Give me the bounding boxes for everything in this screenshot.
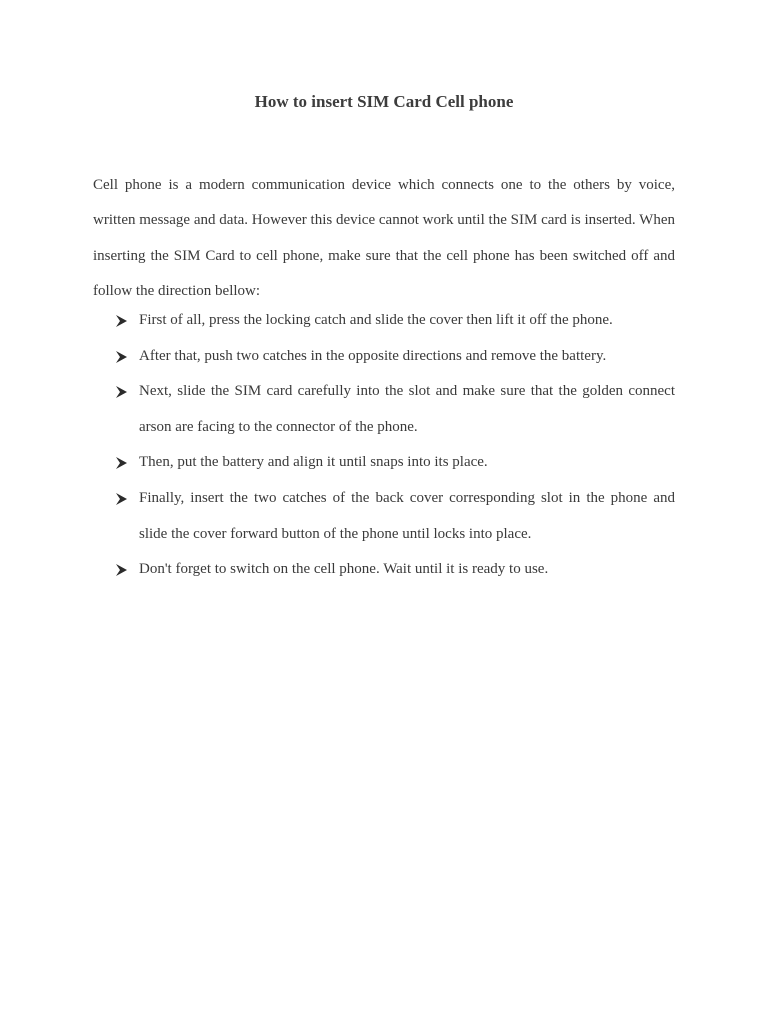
step-text: Then, put the battery and align it until snaps into its place. bbox=[139, 454, 488, 471]
list-item bbox=[0, 381, 768, 452]
arrowhead-bullet-icon bbox=[116, 488, 130, 510]
step-text: Next, slide the SIM card carefully into the slot and make sure that the golden connect arson are facing to the connector of the phone. bbox=[139, 383, 675, 435]
arrowhead-bullet-icon bbox=[116, 381, 130, 403]
step-text: Don't forget to switch on the cell phone. Wait until it is ready to use. bbox=[139, 561, 549, 578]
list-item bbox=[0, 559, 768, 595]
arrowhead-bullet-icon bbox=[116, 310, 130, 332]
steps-list bbox=[0, 310, 768, 595]
document-title: How to insert SIM Card Cell phone bbox=[254, 92, 514, 111]
arrowhead-bullet-icon bbox=[116, 452, 130, 474]
arrowhead-bullet-icon bbox=[116, 346, 130, 368]
arrowhead-bullet-icon bbox=[116, 559, 130, 581]
step-text: Finally, insert the two catches of the back cover corresponding slot in the phone and slide the cover forward button of the phone until locks into place. bbox=[139, 489, 675, 542]
step-text: First of all, press the locking catch and slide the cover then lift it off the phone. bbox=[139, 312, 613, 328]
list-item bbox=[0, 488, 768, 559]
intro-paragraph: Cell phone is a modern communication device which connects one to the others by voice, written message and data. However this device cannot work until the SIM card is inserted. When inserting the SIM Card to cell phone, make sure that the cell phone has been switched off and follow the direction bellow: bbox=[93, 177, 675, 299]
step-text: After that, push two catches in the opposite directions and remove the battery. bbox=[139, 347, 607, 364]
